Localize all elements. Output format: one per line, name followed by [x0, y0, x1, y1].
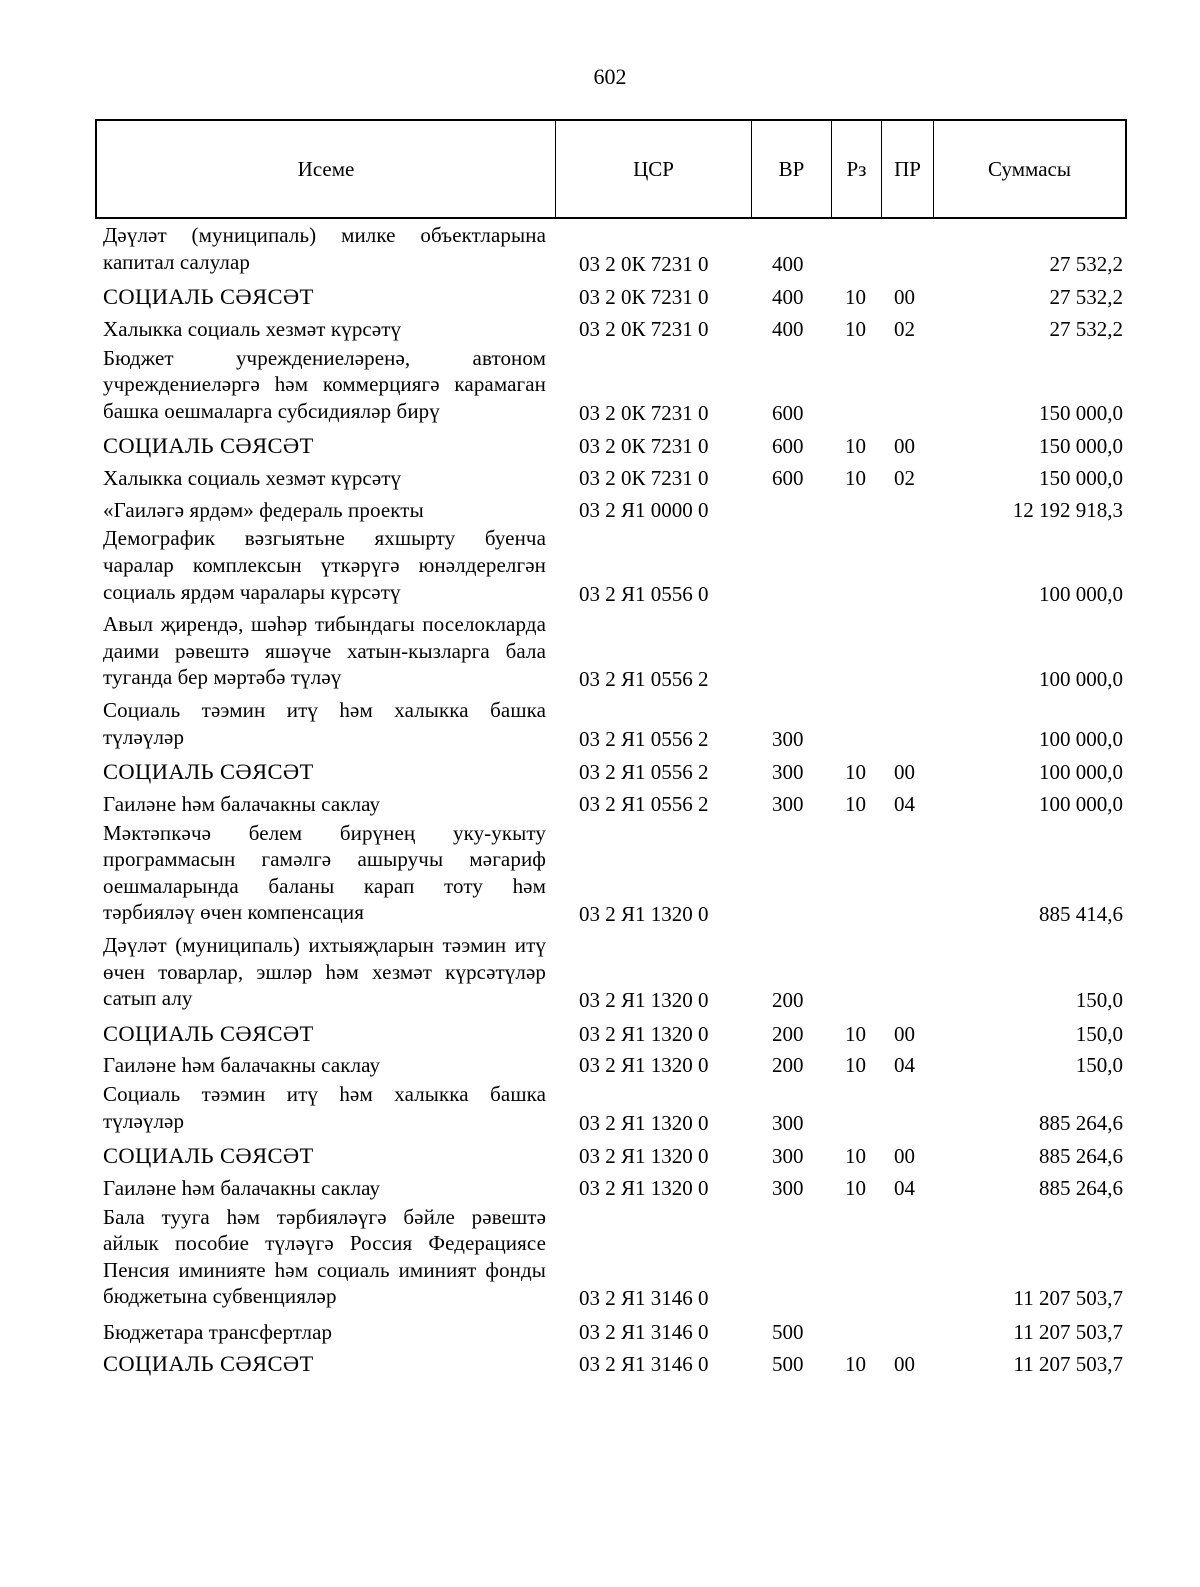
table-row [103, 1049, 1125, 1081]
row-name: Гаиләне һәм балачакны саклау [103, 1053, 381, 1078]
row-csr: 03 2 Я1 0000 0 [579, 497, 709, 522]
row-vr: 500 [772, 1351, 804, 1376]
row-csr: 03 2 0К 7231 0 [579, 434, 709, 459]
row-csr: 03 2 Я1 0556 2 [579, 791, 709, 816]
row-pr: 02 [894, 466, 915, 491]
row-csr: 03 2 Я1 0556 2 [579, 726, 709, 751]
header-vr: ВР [752, 121, 832, 217]
table-row [103, 1204, 1125, 1316]
row-csr: 03 2 0К 7231 0 [579, 400, 709, 425]
row-name: СОЦИАЛЬ СӘЯСӘТ [103, 1020, 314, 1046]
row-vr: 600 [772, 400, 804, 425]
row-csr: 03 2 Я1 1320 0 [579, 1021, 709, 1046]
row-name: Гаиләне һәм балачакны саклау [103, 791, 381, 816]
row-pr: 04 [894, 1176, 915, 1201]
row-rz: 10 [845, 791, 866, 816]
row-sum: 100 000,0 [1039, 581, 1123, 606]
table-row [103, 462, 1125, 494]
page-number: 602 [593, 64, 627, 89]
table-row [103, 932, 1125, 1018]
row-vr: 300 [772, 791, 804, 816]
row-rz: 10 [845, 1351, 866, 1376]
row-csr: 03 2 Я1 3146 0 [579, 1320, 709, 1345]
table-row [103, 788, 1125, 820]
row-name: Гаиләне һәм балачакны саклау [103, 1175, 381, 1200]
row-name: Дәүләт (муниципаль) милке объектларына капитал салулар [103, 223, 546, 274]
row-csr: 03 2 Я1 3146 0 [579, 1351, 709, 1376]
row-sum: 27 532,2 [1049, 285, 1123, 310]
table-row [103, 1172, 1125, 1204]
row-pr: 04 [894, 791, 915, 816]
row-csr: 03 2 Я1 1320 0 [579, 902, 709, 927]
row-sum: 150 000,0 [1039, 466, 1123, 491]
row-sum: 885 264,6 [1039, 1176, 1123, 1201]
row-vr: 300 [772, 1176, 804, 1201]
row-csr: 03 2 Я1 1320 0 [579, 1053, 709, 1078]
budget-rows [103, 222, 1125, 1379]
row-name: СОЦИАЛЬ СӘЯСӘТ [103, 1350, 314, 1376]
row-rz: 10 [845, 1021, 866, 1046]
header-csr: ЦСР [556, 121, 752, 217]
row-sum: 27 532,2 [1049, 316, 1123, 341]
row-pr: 02 [894, 316, 915, 341]
row-csr: 03 2 Я1 3146 0 [579, 1286, 709, 1311]
row-sum: 11 207 503,7 [1013, 1320, 1123, 1345]
row-rz: 10 [845, 285, 866, 310]
row-sum: 11 207 503,7 [1013, 1286, 1123, 1311]
row-csr: 03 2 Я1 0556 2 [579, 760, 709, 785]
row-csr: 03 2 Я1 1320 0 [579, 988, 709, 1013]
table-row [103, 1348, 1125, 1380]
row-csr: 03 2 0К 7231 0 [579, 251, 709, 276]
row-csr: 03 2 Я1 1320 0 [579, 1110, 709, 1135]
header-rz: Рз [832, 121, 882, 217]
row-vr: 400 [772, 316, 804, 341]
row-pr: 00 [894, 1021, 915, 1046]
row-name: Халыкка социаль хезмәт күрсәтү [103, 316, 402, 341]
header-name: Исеме [97, 121, 556, 217]
row-rz: 10 [845, 466, 866, 491]
table-row [103, 494, 1125, 526]
row-sum: 885 264,6 [1039, 1110, 1123, 1135]
row-sum: 100 000,0 [1039, 791, 1123, 816]
row-sum: 100 000,0 [1039, 760, 1123, 785]
row-name: Мәктәпкәчә белем бирүнең уку-укыту программасын гамәлгә ашыручы мәгариф оешмаларында баланы карап тоту һәм тәрбияләү өчен компенсация [103, 820, 546, 925]
row-name: Авыл җирендә, шәһәр тибындагы поселокларда даими рәвештә яшәүче хатын-кызларга бала туганда бер мәртәбә түләү [103, 612, 546, 690]
row-vr: 200 [772, 1021, 804, 1046]
table-row [103, 756, 1125, 788]
row-name: Дәүләт (муниципаль) ихтыяҗларын тәэмин итү өчен товарлар, эшләр һәм хезмәт күрсәтүләр сатып алу [103, 932, 546, 1011]
row-pr: 00 [894, 434, 915, 459]
table-row [103, 1316, 1125, 1348]
row-name: СОЦИАЛЬ СӘЯСӘТ [103, 433, 314, 459]
table-row [103, 1018, 1125, 1050]
row-name: Бюджетара трансфертлар [103, 1320, 333, 1344]
table-header [95, 119, 1127, 219]
row-name: «Гаиләгә ярдәм» федераль проекты [103, 497, 424, 522]
row-csr: 03 2 Я1 1320 0 [579, 1144, 709, 1169]
row-name: Бюджет учреждениеләренә, автоном учреждениеләргә һәм коммерциягә карамаган башка оешмаларга субсидияләр бирү [103, 345, 546, 423]
row-sum: 100 000,0 [1039, 667, 1123, 692]
row-sum: 100 000,0 [1039, 726, 1123, 751]
row-csr: 03 2 Я1 0556 2 [579, 667, 709, 692]
row-sum: 150,0 [1075, 988, 1123, 1013]
row-name: Демографик вәзгыятьне яхшырту буенча чаралар комплексын үткәрүгә юнәлдерелгән социаль ярдәм чаралары күрсәтү [103, 526, 546, 604]
row-sum: 150 000,0 [1039, 400, 1123, 425]
header-pr: ПР [882, 121, 934, 217]
row-csr: 03 2 Я1 1320 0 [579, 1176, 709, 1201]
table-row [103, 525, 1125, 611]
row-pr: 04 [894, 1053, 915, 1078]
row-vr: 300 [772, 760, 804, 785]
row-name: СОЦИАЛЬ СӘЯСӘТ [103, 1143, 314, 1169]
row-csr: 03 2 0К 7231 0 [579, 466, 709, 491]
table-row [103, 222, 1125, 281]
row-vr: 200 [772, 1053, 804, 1078]
row-name: Халыкка социаль хезмәт күрсәтү [103, 466, 402, 491]
table-row [103, 1140, 1125, 1172]
row-rz: 10 [845, 1176, 866, 1201]
row-vr: 300 [772, 1144, 804, 1169]
row-vr: 300 [772, 726, 804, 751]
row-vr: 600 [772, 434, 804, 459]
row-vr: 400 [772, 285, 804, 310]
row-vr: 400 [772, 251, 804, 276]
table-row [103, 697, 1125, 756]
row-sum: 150,0 [1075, 1053, 1123, 1078]
table-row [103, 430, 1125, 462]
row-rz: 10 [845, 316, 866, 341]
row-sum: 150,0 [1075, 1021, 1123, 1046]
row-sum: 150 000,0 [1039, 434, 1123, 459]
row-vr: 200 [772, 988, 804, 1013]
table-row [103, 313, 1125, 345]
table-row [103, 611, 1125, 697]
row-pr: 00 [894, 1144, 915, 1169]
row-pr: 00 [894, 285, 915, 310]
table-row [103, 281, 1125, 313]
row-pr: 00 [894, 760, 915, 785]
row-sum: 885 414,6 [1039, 902, 1123, 927]
row-sum: 27 532,2 [1049, 251, 1123, 276]
row-name: Социаль тәэмин итү һәм халыкка башка түләүләр [103, 697, 546, 749]
row-sum: 885 264,6 [1039, 1144, 1123, 1169]
row-name: СОЦИАЛЬ СӘЯСӘТ [103, 284, 314, 310]
table-row [103, 1081, 1125, 1140]
row-name: Социаль тәэмин итү һәм халыкка башка түләүләр [103, 1082, 546, 1133]
row-vr: 300 [772, 1110, 804, 1135]
row-sum: 11 207 503,7 [1013, 1351, 1123, 1376]
row-name: Бала тууга һәм тәрбияләүгә бәйле рәвештә айлык пособие түләүгә Россия Федерациясе Пенсия иминияте һәм социаль иминият фонды бюджетына субвенцияләр [103, 1204, 546, 1309]
row-csr: 03 2 Я1 0556 0 [579, 581, 709, 606]
row-sum: 12 192 918,3 [1012, 497, 1123, 522]
table-row [103, 820, 1125, 932]
row-rz: 10 [845, 760, 866, 785]
row-rz: 10 [845, 1144, 866, 1169]
row-rz: 10 [845, 434, 866, 459]
row-vr: 600 [772, 466, 804, 491]
row-vr: 500 [772, 1320, 804, 1345]
row-csr: 03 2 0К 7231 0 [579, 285, 709, 310]
row-name: СОЦИАЛЬ СӘЯСӘТ [103, 759, 314, 785]
row-pr: 00 [894, 1351, 915, 1376]
row-csr: 03 2 0К 7231 0 [579, 316, 709, 341]
table-row [103, 345, 1125, 431]
header-sum: Суммасы [988, 156, 1071, 181]
row-rz: 10 [845, 1053, 866, 1078]
